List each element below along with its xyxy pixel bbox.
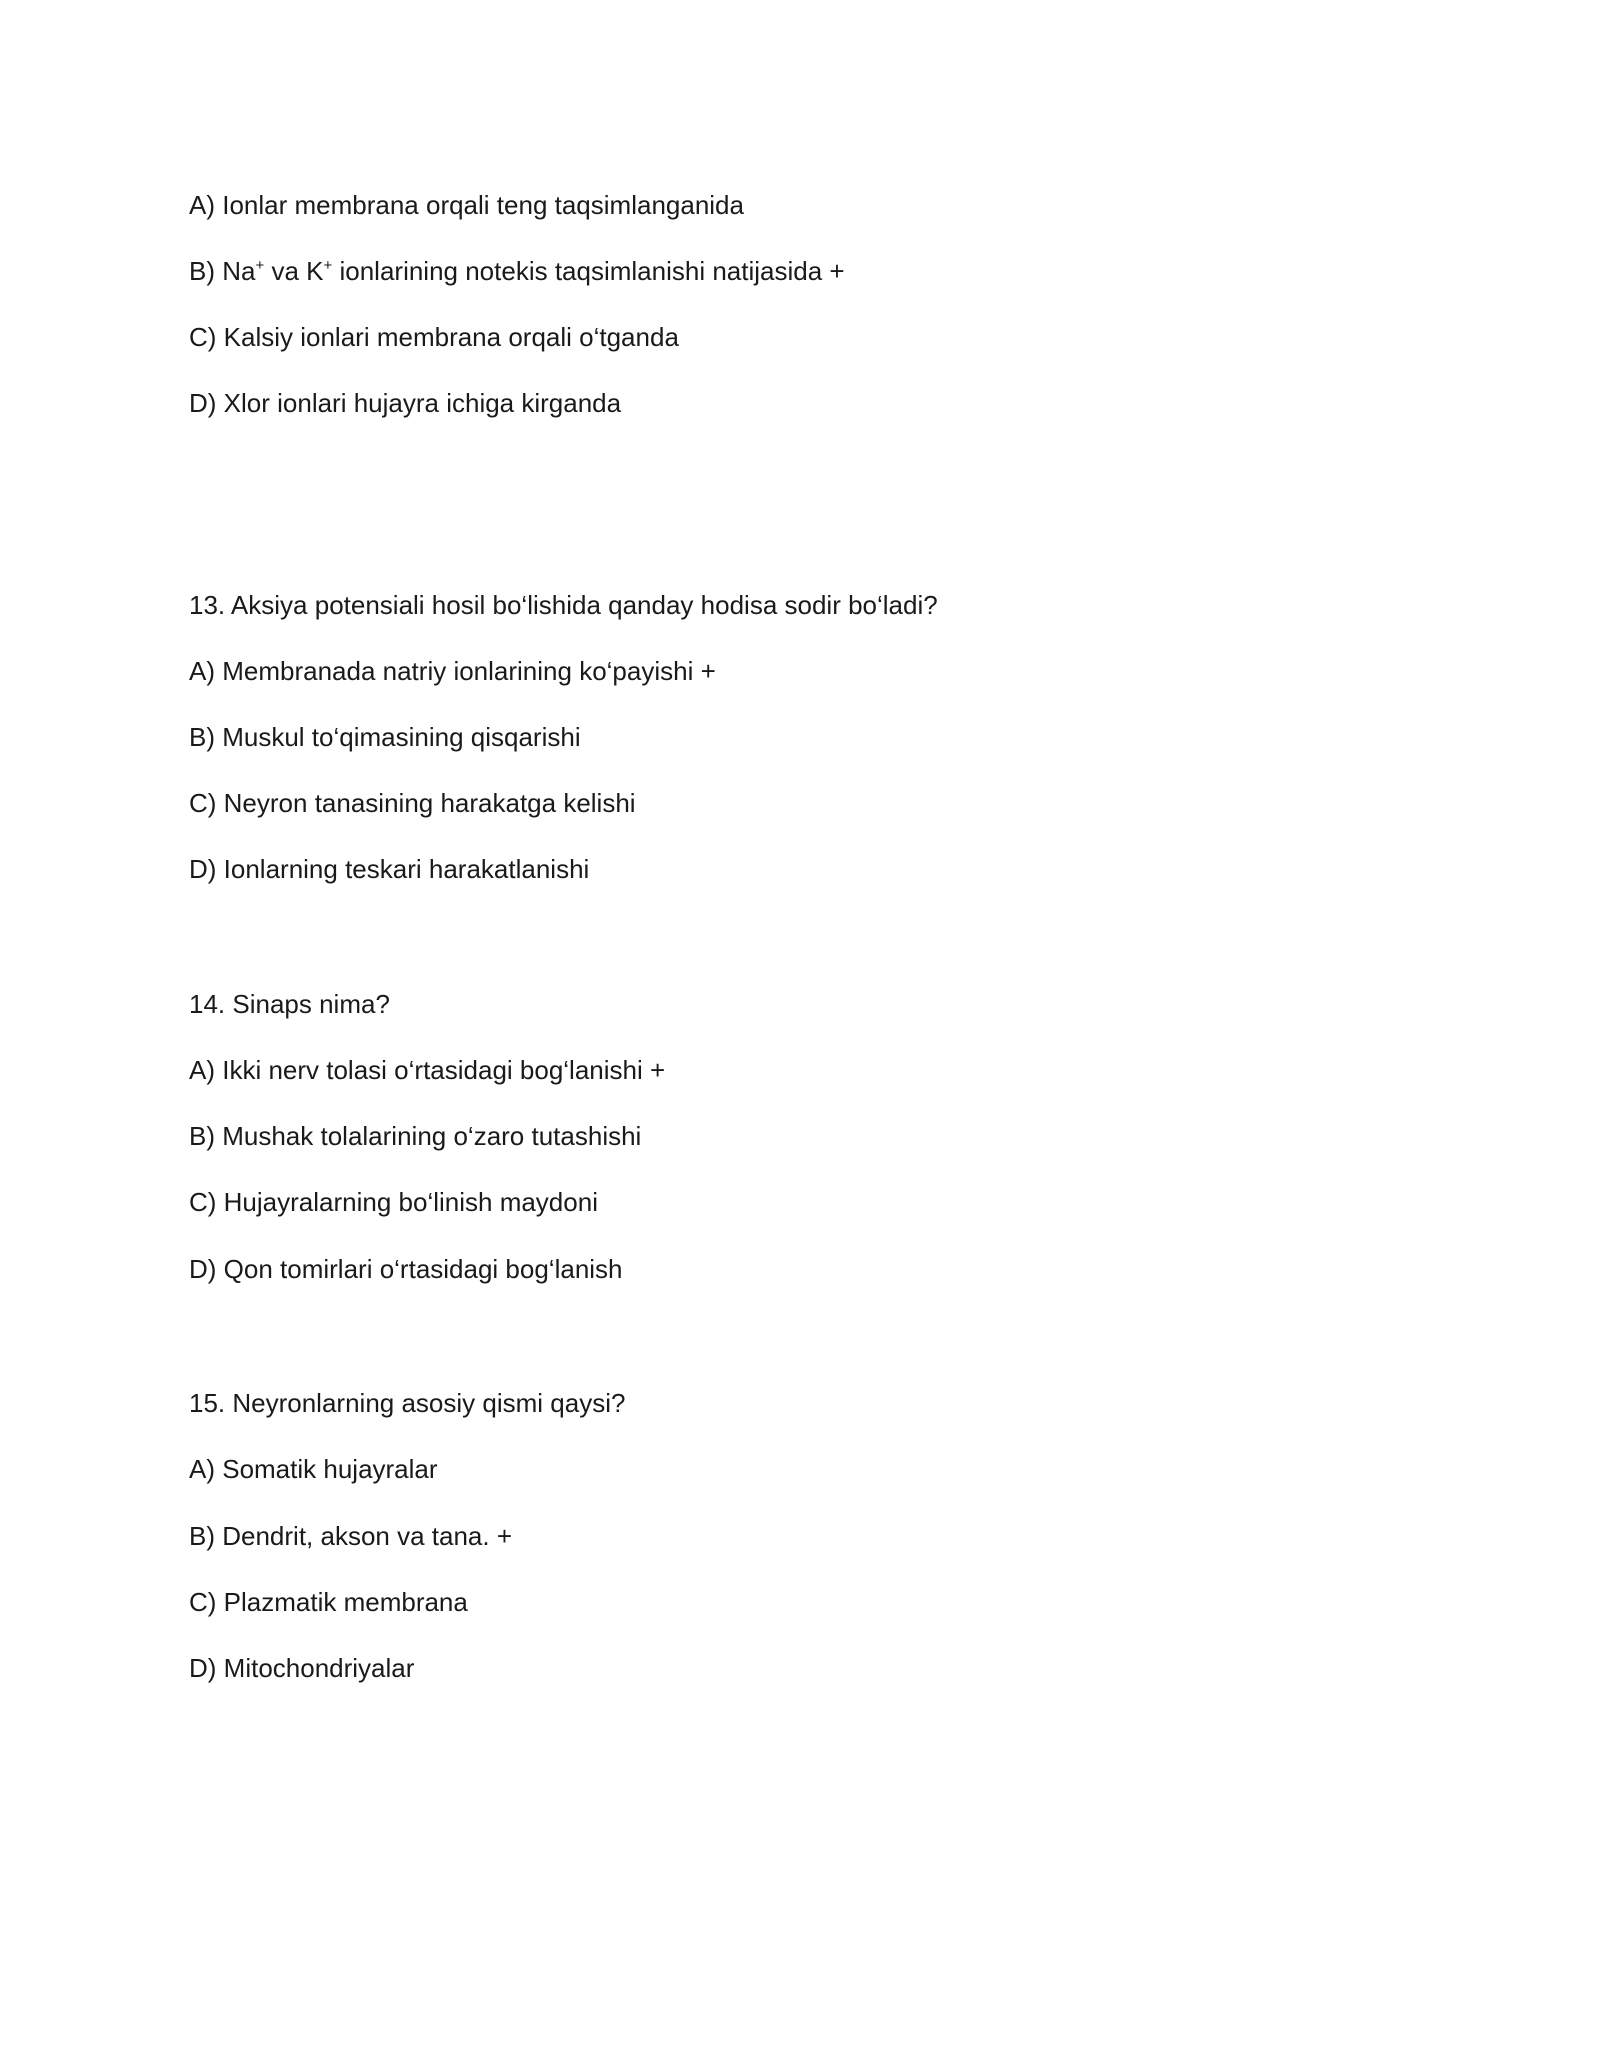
option-b-text-2: va K [264, 256, 324, 286]
option-d: D) Xlor ionlari hujayra ichiga kirganda [189, 388, 622, 418]
option-c: C) Hujayralarning bo‘linish maydoni [189, 1187, 598, 1217]
question-14: 14. Sinaps nima? [189, 989, 390, 1019]
option-d: D) Ionlarning teskari harakatlanishi [189, 854, 590, 884]
option-a: A) Somatik hujayralar [189, 1454, 438, 1484]
option-d: D) Qon tomirlari o‘rtasidagi bog‘lanish [189, 1254, 623, 1284]
option-b: B) Muskul to‘qimasining qisqarishi [189, 722, 581, 752]
option-d: D) Mitochondriyalar [189, 1653, 415, 1683]
option-c: C) Neyron tanasining harakatga kelishi [189, 788, 636, 818]
option-b: B) Dendrit, akson va tana. + [189, 1521, 513, 1551]
option-a: A) Ionlar membrana orqali teng taqsimlanganida [189, 190, 744, 220]
superscript-plus: + [255, 257, 265, 274]
option-a: A) Ikki nerv tolasi o‘rtasidagi bog‘lanishi + [189, 1055, 666, 1085]
question-13: 13. Aksiya potensiali hosil bo‘lishida qanday hodisa sodir bo‘ladi? [189, 590, 938, 620]
option-c: C) Kalsiy ionlari membrana orqali o‘tganda [189, 322, 679, 352]
superscript-plus: + [323, 257, 333, 274]
option-c: C) Plazmatik membrana [189, 1587, 468, 1617]
option-b-text-3: ionlarining notekis taqsimlanishi natijasida + [332, 256, 845, 286]
question-15: 15. Neyronlarning asosiy qismi qaysi? [189, 1388, 626, 1418]
option-a: A) Membranada natriy ionlarining ko‘payishi + [189, 656, 716, 686]
option-b: B) Mushak tolalarining o‘zaro tutashishi [189, 1121, 642, 1151]
option-b-text-1: B) Na [189, 256, 256, 286]
option-b [189, 254, 845, 288]
